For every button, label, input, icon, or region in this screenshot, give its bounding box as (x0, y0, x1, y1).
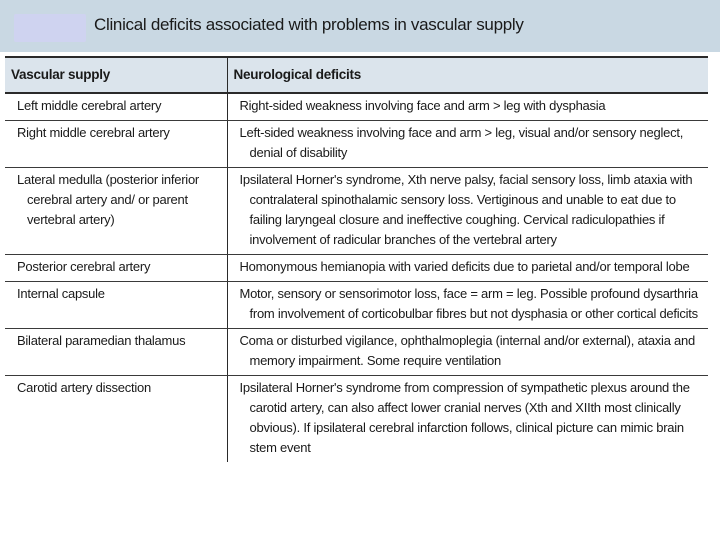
deficit-cell (227, 282, 708, 329)
table-row (5, 93, 708, 121)
cell-text: Ipsilateral Horner's syndrome, Xth nerve palsy, facial sensory loss, limb ataxia with contralateral spinothalamic sensory loss. Vertiginous and unable to eat due to failing laryngeal closure and ineffective coughing. Cervical radiculopathies if involvement of radicular branches of the vertebral artery (239, 172, 693, 247)
cell-text: Left-sided weakness involving face and arm > leg, visual and/or sensory neglect, denial of disability (239, 125, 684, 160)
vascular-supply-cell (5, 93, 227, 121)
vascular-supply-cell (5, 168, 227, 255)
cell-text: Right middle cerebral artery (17, 125, 170, 140)
deficit-cell (227, 168, 708, 255)
cell-text: Posterior cerebral artery (17, 259, 151, 274)
table-row (5, 168, 708, 255)
deficit-cell (227, 255, 708, 282)
vascular-supply-cell (5, 329, 227, 376)
cell-text: Coma or disturbed vigilance, ophthalmoplegia (internal and/or external), ataxia and memory impairment. Some require ventilation (239, 333, 695, 368)
cell-text: Bilateral paramedian thalamus (17, 333, 186, 348)
title-bar (0, 0, 720, 52)
table-row (5, 376, 708, 463)
cell-text: Homonymous hemianopia with varied deficits due to parietal and/or temporal lobe (239, 259, 690, 274)
deficits-table (5, 56, 708, 462)
vascular-supply-cell (5, 121, 227, 168)
header-neurological-deficits: Neurological deficits (227, 57, 708, 93)
vascular-supply-cell (5, 376, 227, 463)
cell-text: Carotid artery dissection (17, 380, 151, 395)
deficit-cell (227, 93, 708, 121)
deficit-cell (227, 376, 708, 463)
deficit-cell (227, 329, 708, 376)
cell-text: Left middle cerebral artery (17, 98, 162, 113)
cell-text: Motor, sensory or sensorimotor loss, face = arm = leg. Possible profound dysarthria from involvement of corticobulbar fibres but not dysphasia or other cortical deficits (239, 286, 698, 321)
deficits-table-container (5, 56, 708, 462)
deficit-cell (227, 121, 708, 168)
cell-text: Lateral medulla (posterior inferior cerebral artery and/ or parent vertebral artery) (17, 172, 200, 227)
cell-text: Ipsilateral Horner's syndrome from compression of sympathetic plexus around the carotid artery, can also affect lower cranial nerves (Xth and XIIth most clinically obvious). If ipsilateral cerebral infarction follows, clinical picture can mimic brain stem event (239, 380, 690, 455)
table-title: Clinical deficits associated with problems in vascular supply (94, 15, 524, 34)
cell-text: Right-sided weakness involving face and arm > leg with dysphasia (239, 98, 606, 113)
title-color-block (14, 14, 86, 42)
header-vascular-supply: Vascular supply (5, 57, 227, 93)
table-row (5, 121, 708, 168)
table-header-row (5, 57, 708, 93)
table-row (5, 255, 708, 282)
table-row (5, 282, 708, 329)
table-row (5, 329, 708, 376)
vascular-supply-cell (5, 255, 227, 282)
cell-text: Internal capsule (17, 286, 105, 301)
vascular-supply-cell (5, 282, 227, 329)
